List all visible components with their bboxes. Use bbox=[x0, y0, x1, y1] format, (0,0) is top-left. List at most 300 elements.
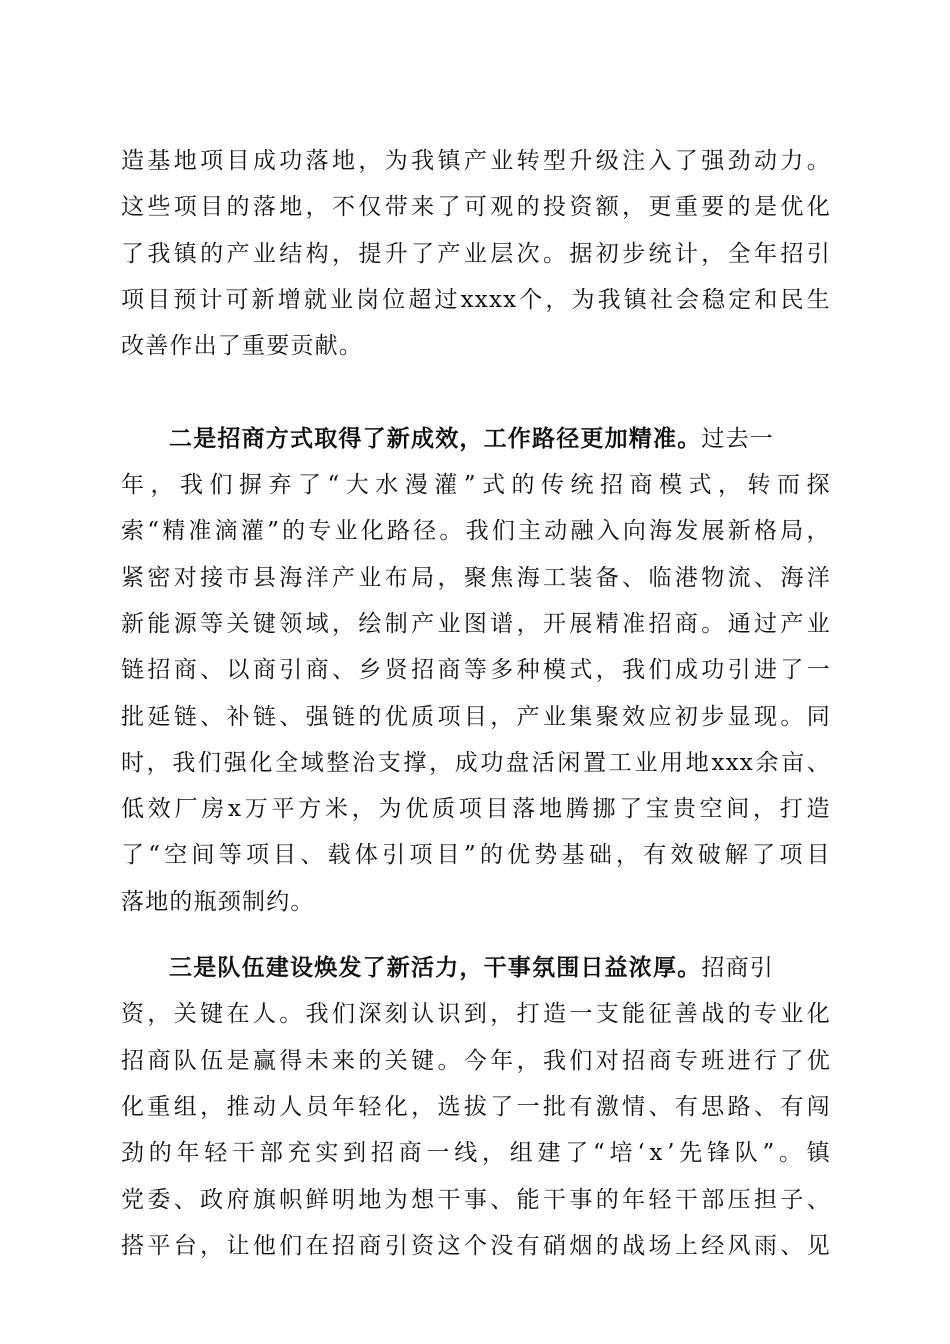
glyph: 商 bbox=[252, 657, 278, 684]
glyph: 风 bbox=[727, 1232, 752, 1259]
glyph: 激 bbox=[595, 1093, 620, 1120]
glyph: 业 bbox=[806, 610, 831, 637]
glyph: 可 bbox=[225, 286, 250, 313]
glyph: 会 bbox=[675, 286, 701, 313]
glyph: 。 bbox=[779, 1140, 804, 1167]
glyph: 轻 bbox=[648, 1186, 673, 1213]
glyph: 地 bbox=[538, 796, 564, 823]
glyph: 年 bbox=[490, 1047, 515, 1074]
glyph: 源 bbox=[173, 610, 198, 637]
glyph: 资 bbox=[121, 1001, 146, 1028]
glyph: 有 bbox=[643, 842, 668, 869]
glyph: ’ bbox=[667, 1140, 676, 1167]
glyph: 目 bbox=[436, 842, 461, 869]
glyph: 识 bbox=[437, 1001, 462, 1028]
glyph: 准 bbox=[188, 518, 213, 545]
body-line bbox=[121, 138, 831, 184]
glyph: 式 bbox=[688, 472, 713, 499]
glyph: 键 bbox=[200, 1001, 225, 1028]
glyph: 、 bbox=[806, 749, 831, 776]
glyph: 员 bbox=[305, 1093, 330, 1120]
glyph: 人 bbox=[252, 1001, 278, 1028]
glyph: 们 bbox=[569, 1047, 594, 1074]
glyph: 招 bbox=[780, 240, 805, 267]
body-line bbox=[121, 1130, 831, 1176]
glyph: 全 bbox=[727, 240, 752, 267]
glyph: 、 bbox=[754, 1093, 779, 1120]
glyph: 观 bbox=[490, 194, 515, 221]
glyph: 效 bbox=[622, 703, 647, 730]
glyph: 装 bbox=[569, 564, 594, 591]
glyph: 紧 bbox=[121, 564, 146, 591]
glyph: 地 bbox=[279, 194, 304, 221]
glyph: 有 bbox=[674, 1093, 700, 1120]
glyph: 产 bbox=[516, 703, 541, 730]
glyph: 场 bbox=[648, 1232, 673, 1259]
glyph: 计 bbox=[199, 286, 224, 313]
glyph: 担 bbox=[754, 1186, 779, 1213]
glyph: 展 bbox=[701, 518, 726, 545]
glyph: 全 bbox=[275, 749, 300, 776]
body-line bbox=[121, 694, 831, 740]
glyph: 他 bbox=[252, 1232, 278, 1259]
glyph: 战 bbox=[701, 1001, 726, 1028]
glyph: 载 bbox=[327, 842, 352, 869]
glyph: 引 bbox=[279, 657, 304, 684]
glyph: 优 bbox=[780, 194, 805, 221]
body-line bbox=[121, 991, 831, 1037]
glyph: 我 bbox=[597, 286, 622, 313]
glyph: 是 bbox=[754, 194, 779, 221]
glyph: 专 bbox=[754, 1001, 779, 1028]
glyph: 空 bbox=[699, 796, 724, 823]
glyph: 商 bbox=[648, 1047, 673, 1074]
glyph: 优 bbox=[806, 1047, 831, 1074]
glyph: 我 bbox=[172, 749, 197, 776]
glyph: 落 bbox=[305, 148, 330, 174]
glyph: 为 bbox=[384, 1186, 409, 1213]
glyph: 融 bbox=[570, 518, 595, 545]
glyph: 商 bbox=[629, 472, 654, 499]
glyph: 体 bbox=[354, 842, 380, 869]
glyph: 临 bbox=[648, 564, 673, 591]
glyph: 。 bbox=[437, 1047, 462, 1074]
glyph: 商 bbox=[437, 657, 462, 684]
glyph: 海 bbox=[279, 564, 304, 591]
glyph: 年 bbox=[754, 240, 779, 267]
glyph: 化 bbox=[121, 1093, 146, 1120]
glyph: 础 bbox=[588, 842, 613, 869]
glyph: 灌 bbox=[434, 472, 459, 499]
glyph: 们 bbox=[332, 1001, 357, 1028]
glyph: 项 bbox=[779, 842, 804, 869]
glyph: 市 bbox=[226, 564, 251, 591]
glyph: 构 bbox=[305, 240, 330, 267]
glyph: ， bbox=[490, 1001, 515, 1028]
glyph: 部 bbox=[259, 1140, 285, 1167]
glyph: 了 bbox=[565, 1140, 590, 1167]
body-line bbox=[121, 832, 831, 878]
glyph: 建 bbox=[537, 1140, 562, 1167]
glyph: 模 bbox=[543, 657, 568, 684]
glyph: ， bbox=[615, 842, 641, 869]
glyph: 业 bbox=[463, 240, 489, 267]
glyph: 动 bbox=[544, 518, 569, 545]
glyph: 对 bbox=[595, 1047, 620, 1074]
glyph: 今 bbox=[463, 1047, 489, 1074]
glyph: 的 bbox=[595, 1232, 620, 1259]
glyph: 了 bbox=[780, 657, 805, 684]
glyph: 工 bbox=[608, 749, 633, 776]
glyph: 。 bbox=[439, 518, 464, 545]
glyph: 时 bbox=[121, 749, 146, 776]
glyph: ” bbox=[463, 472, 477, 499]
glyph: 要 bbox=[701, 194, 726, 221]
glyph: 平 bbox=[271, 796, 296, 823]
glyph: 有 bbox=[569, 1093, 594, 1120]
glyph: 经 bbox=[701, 1232, 726, 1259]
glyph: 组 bbox=[509, 1140, 534, 1167]
glyph: 、 bbox=[754, 564, 779, 591]
glyph: 事 bbox=[463, 1186, 489, 1213]
glyph: 功 bbox=[480, 749, 505, 776]
glyph: 刻 bbox=[384, 1001, 409, 1028]
glyph: 的 bbox=[148, 1140, 173, 1167]
glyph: 就 bbox=[303, 286, 329, 313]
glyph: 项 bbox=[121, 286, 146, 313]
body-text: 招商引 bbox=[701, 955, 775, 982]
glyph: 型 bbox=[543, 148, 568, 174]
glyph: 专 bbox=[308, 518, 333, 545]
glyph: 新 bbox=[121, 610, 146, 637]
glyph: 年 bbox=[332, 1093, 357, 1120]
glyph: 队 bbox=[734, 1140, 759, 1167]
glyph: 委 bbox=[147, 1186, 172, 1213]
glyph: 能 bbox=[147, 610, 172, 637]
glyph: 探 bbox=[806, 472, 831, 499]
glyph: 径 bbox=[413, 518, 438, 545]
glyph: 键 bbox=[411, 1047, 436, 1074]
glyph: 岗 bbox=[356, 286, 381, 313]
glyph: 批 bbox=[543, 1093, 568, 1120]
glyph: 为 bbox=[378, 796, 403, 823]
glyph: ， bbox=[147, 1001, 172, 1028]
glyph: 弃 bbox=[268, 472, 293, 499]
glyph: 米 bbox=[324, 796, 350, 823]
glyph: 入 bbox=[596, 518, 621, 545]
glyph: 计 bbox=[674, 240, 700, 267]
glyph: 业 bbox=[252, 240, 278, 267]
glyph: 了 bbox=[490, 1093, 515, 1120]
glyph: x bbox=[649, 1140, 664, 1167]
body-line bbox=[121, 462, 831, 508]
glyph: 硝 bbox=[543, 1232, 568, 1259]
glyph: ， bbox=[701, 240, 726, 267]
glyph: 进 bbox=[727, 1047, 752, 1074]
glyph: 让 bbox=[226, 1232, 251, 1259]
glyph: ” bbox=[463, 842, 477, 869]
glyph: 产 bbox=[226, 240, 251, 267]
glyph: 向 bbox=[622, 518, 648, 545]
glyph: 次 bbox=[516, 240, 541, 267]
glyph: 目 bbox=[485, 796, 510, 823]
glyph: 产 bbox=[780, 610, 805, 637]
glyph: 更 bbox=[648, 194, 673, 221]
glyph: 、 bbox=[200, 657, 225, 684]
glyph: 拔 bbox=[463, 1093, 489, 1120]
glyph: 帜 bbox=[279, 1186, 304, 1213]
glyph: 没 bbox=[490, 1232, 515, 1259]
document-body bbox=[121, 138, 831, 1269]
glyph: 洋 bbox=[305, 564, 330, 591]
glyph: ， bbox=[146, 749, 171, 776]
glyph: 力 bbox=[780, 148, 805, 174]
glyph: 了 bbox=[780, 1047, 805, 1074]
glyph: 生 bbox=[806, 286, 831, 313]
glyph: ， bbox=[332, 610, 357, 637]
glyph: 关 bbox=[384, 1047, 409, 1074]
glyph: 目 bbox=[147, 286, 172, 313]
glyph: 腾 bbox=[565, 796, 590, 823]
body-line bbox=[121, 1177, 831, 1223]
glyph: 、 bbox=[780, 1232, 805, 1259]
body-text: 过去一 bbox=[701, 425, 775, 452]
glyph: 强 bbox=[305, 703, 330, 730]
glyph: 在 bbox=[226, 1001, 251, 1028]
glyph: 稳 bbox=[702, 286, 727, 313]
glyph: 劲 bbox=[727, 148, 752, 174]
glyph: 子 bbox=[780, 1186, 805, 1213]
glyph: 转 bbox=[516, 148, 541, 174]
glyph: 位 bbox=[382, 286, 407, 313]
glyph: 见 bbox=[806, 1232, 831, 1259]
glyph: 亩 bbox=[781, 749, 806, 776]
glyph: 镇 bbox=[437, 148, 462, 174]
glyph: 招 bbox=[648, 610, 673, 637]
glyph: 人 bbox=[279, 1093, 304, 1120]
glyph: 统 bbox=[570, 472, 595, 499]
glyph: ， bbox=[411, 1093, 436, 1120]
glyph: 漫 bbox=[404, 472, 429, 499]
body-line bbox=[121, 277, 831, 323]
glyph: 落 bbox=[252, 194, 278, 221]
glyph: 项 bbox=[200, 148, 225, 174]
body-line bbox=[121, 647, 831, 693]
glyph: 流 bbox=[727, 564, 752, 591]
glyph: 链 bbox=[332, 703, 357, 730]
glyph: 势 bbox=[534, 842, 559, 869]
glyph: 步 bbox=[622, 240, 647, 267]
glyph: 乡 bbox=[358, 657, 383, 684]
glyph: 锋 bbox=[706, 1140, 732, 1167]
glyph: 精 bbox=[162, 518, 187, 545]
glyph: 式 bbox=[482, 472, 507, 499]
glyph: 业 bbox=[543, 703, 568, 730]
glyph: 旗 bbox=[252, 1186, 278, 1213]
glyph: 。 bbox=[806, 148, 831, 174]
glyph: ， bbox=[595, 657, 620, 684]
glyph: 的 bbox=[511, 472, 536, 499]
glyph: 商 bbox=[398, 1140, 423, 1167]
glyph: 聚 bbox=[463, 564, 489, 591]
glyph: 传 bbox=[541, 472, 566, 499]
body-line bbox=[121, 1084, 831, 1130]
glyph: 开 bbox=[543, 610, 568, 637]
glyph: 思 bbox=[701, 1093, 726, 1120]
glyph: 打 bbox=[516, 1001, 541, 1028]
glyph: 招 bbox=[121, 1047, 146, 1074]
glyph: 招 bbox=[332, 1232, 357, 1259]
glyph: 干 bbox=[543, 1186, 568, 1213]
glyph: ， bbox=[351, 796, 376, 823]
glyph: ， bbox=[752, 796, 778, 823]
glyph: 年 bbox=[176, 1140, 201, 1167]
glyph: 用 bbox=[660, 749, 685, 776]
glyph: 的 bbox=[226, 194, 251, 221]
glyph: 等 bbox=[463, 657, 489, 684]
glyph: 党 bbox=[121, 1186, 146, 1213]
glyph: 超 bbox=[408, 286, 433, 313]
glyph: 初 bbox=[674, 703, 700, 730]
glyph: 轻 bbox=[204, 1140, 229, 1167]
glyph: 不 bbox=[332, 194, 357, 221]
glyph: 大 bbox=[345, 472, 370, 499]
glyph: 灌 bbox=[240, 518, 266, 545]
glyph: x bbox=[228, 796, 243, 823]
glyph: 招 bbox=[411, 657, 436, 684]
glyph: 成 bbox=[674, 657, 700, 684]
glyph: 能 bbox=[622, 1001, 647, 1028]
glyph: 造 bbox=[121, 148, 146, 174]
glyph: 干 bbox=[232, 1140, 257, 1167]
glyph: ， bbox=[332, 240, 357, 267]
body-line: 落地的瓶颈制约。 bbox=[121, 888, 315, 915]
glyph: 能 bbox=[516, 1186, 541, 1213]
glyph: 优 bbox=[507, 842, 532, 869]
glyph: 们 bbox=[279, 1232, 304, 1259]
body-line bbox=[121, 786, 831, 832]
body-line bbox=[121, 740, 831, 786]
glyph: 额 bbox=[595, 194, 620, 221]
glyph: 府 bbox=[226, 1186, 251, 1213]
glyph: 镇 bbox=[173, 240, 198, 267]
body-line bbox=[121, 184, 831, 230]
glyph: 实 bbox=[315, 1140, 340, 1167]
glyph: 、 bbox=[300, 842, 325, 869]
glyph: 重 bbox=[674, 194, 700, 221]
glyph: 增 bbox=[277, 286, 302, 313]
glyph: 了 bbox=[752, 842, 777, 869]
glyph: 引 bbox=[382, 842, 407, 869]
glyph: 们 bbox=[198, 749, 223, 776]
glyph: 我 bbox=[411, 148, 436, 174]
glyph: 产 bbox=[463, 148, 489, 174]
glyph: 化 bbox=[249, 749, 274, 776]
glyph: 、 bbox=[279, 703, 304, 730]
glyph: 级 bbox=[595, 148, 620, 174]
glyph: 链 bbox=[252, 703, 278, 730]
glyph: 海 bbox=[516, 564, 541, 591]
paragraph-gap bbox=[121, 369, 831, 415]
body-line bbox=[121, 1038, 831, 1084]
glyph: 撑 bbox=[403, 749, 428, 776]
glyph: 、 bbox=[332, 657, 357, 684]
paragraph-heading: 二是招商方式取得了新成效，工作路径更加精准。 bbox=[169, 424, 702, 452]
glyph: 关 bbox=[173, 1001, 198, 1028]
glyph: 接 bbox=[200, 564, 225, 591]
paragraph-heading: 三是队伍建设焕发了新活力，干事氛围日益浓厚。 bbox=[169, 954, 702, 982]
glyph: 为 bbox=[384, 148, 409, 174]
glyph: 仅 bbox=[358, 194, 383, 221]
glyph: 局 bbox=[780, 518, 805, 545]
glyph: 事 bbox=[569, 1186, 594, 1213]
glyph: 业 bbox=[780, 1001, 805, 1028]
glyph: 年 bbox=[622, 1186, 647, 1213]
glyph: 选 bbox=[437, 1093, 462, 1120]
glyph: 招 bbox=[370, 1140, 396, 1167]
glyph: 招 bbox=[622, 1047, 647, 1074]
glyph: 对 bbox=[173, 564, 198, 591]
glyph: 。 bbox=[780, 703, 805, 730]
glyph: 重 bbox=[147, 1093, 172, 1120]
glyph: 的 bbox=[479, 842, 505, 869]
glyph: 这 bbox=[121, 194, 146, 221]
glyph: 们 bbox=[491, 518, 517, 545]
glyph: 了 bbox=[411, 240, 436, 267]
glyph: 式 bbox=[569, 657, 594, 684]
glyph: 等 bbox=[218, 842, 243, 869]
glyph: 镇 bbox=[806, 1140, 831, 1167]
glyph: 初 bbox=[595, 240, 620, 267]
glyph: 优 bbox=[405, 796, 430, 823]
glyph: 推 bbox=[226, 1093, 251, 1120]
glyph: 商 bbox=[674, 610, 700, 637]
glyph: 化 bbox=[384, 1093, 409, 1120]
glyph: 目 bbox=[273, 842, 298, 869]
glyph: 雨 bbox=[754, 1232, 779, 1259]
glyph: 现 bbox=[754, 703, 779, 730]
glyph: 和 bbox=[754, 286, 779, 313]
glyph: 打 bbox=[779, 796, 804, 823]
body-line bbox=[121, 231, 831, 277]
glyph: 资 bbox=[411, 1232, 436, 1259]
body-line bbox=[121, 601, 831, 647]
glyph: ， bbox=[622, 194, 647, 221]
glyph: 房 bbox=[201, 796, 226, 823]
glyph: 是 bbox=[226, 1047, 251, 1074]
glyph: 备 bbox=[595, 564, 620, 591]
glyph: 我 bbox=[305, 1001, 330, 1028]
glyph: 民 bbox=[780, 286, 805, 313]
glyph: 目 bbox=[226, 148, 251, 174]
glyph: 键 bbox=[252, 610, 278, 637]
glyph: 制 bbox=[384, 610, 409, 637]
glyph: 挪 bbox=[592, 796, 617, 823]
glyph: 、 bbox=[622, 564, 647, 591]
glyph: 我 bbox=[147, 240, 172, 267]
glyph: 我 bbox=[180, 472, 205, 499]
glyph: 年 bbox=[121, 472, 146, 499]
glyph: 干 bbox=[674, 1186, 700, 1213]
glyph: 引 bbox=[806, 240, 831, 267]
glyph: 在 bbox=[305, 1232, 330, 1259]
glyph: 延 bbox=[147, 703, 172, 730]
glyph: 化 bbox=[806, 194, 831, 221]
glyph: “ bbox=[593, 1140, 606, 1167]
glyph: 治 bbox=[352, 749, 377, 776]
glyph: ， bbox=[429, 749, 454, 776]
glyph: 深 bbox=[358, 1001, 383, 1028]
